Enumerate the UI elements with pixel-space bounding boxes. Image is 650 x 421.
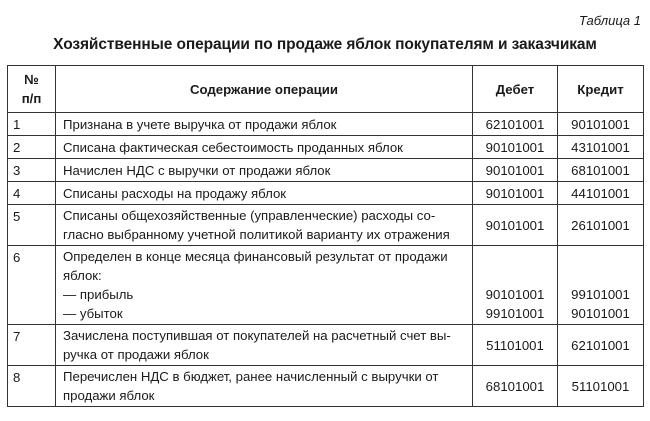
operation-description: Перечислен НДС в бюджет, ранее начисленный с выручки от продажи яблок [56, 366, 473, 407]
row-number: 4 [8, 182, 56, 205]
operation-description: Списаны расходы на продажу яблок [56, 182, 473, 205]
credit-account: 90101001 [558, 113, 644, 136]
table-row [8, 205, 644, 246]
credit-account: 51101001 [558, 366, 644, 407]
credit-account: 43101001 [558, 136, 644, 159]
debit-account: 51101001 [473, 325, 558, 366]
debit-account: 62101001 [473, 113, 558, 136]
operation-description: Списаны общехозяйственные (управленческие) расходы со- гласно выбранному учетной политикой варианту их отражения [56, 205, 473, 246]
row-number: 8 [8, 366, 56, 407]
table-row [8, 136, 644, 159]
credit-account: 99101001 90101001 [558, 246, 644, 325]
debit-account: 90101001 [473, 136, 558, 159]
row-number: 7 [8, 325, 56, 366]
table-header-row [8, 66, 644, 113]
table-row [8, 113, 644, 136]
operation-description: Признана в учете выручка от продажи яблок [56, 113, 473, 136]
operation-description: Начислен НДС с выручки от продажи яблок [56, 159, 473, 182]
credit-account: 44101001 [558, 182, 644, 205]
table-row [8, 159, 644, 182]
row-number: 2 [8, 136, 56, 159]
table-caption: Таблица 1 [578, 13, 641, 28]
table-row [8, 366, 644, 407]
operation-description: Списана фактическая себестоимость проданных яблок [56, 136, 473, 159]
table-row [8, 182, 644, 205]
operations-table [7, 65, 644, 407]
table-row [8, 246, 644, 325]
header-num: № п/п [8, 66, 56, 113]
row-number: 1 [8, 113, 56, 136]
debit-account: 90101001 99101001 [473, 246, 558, 325]
row-number: 6 [8, 246, 56, 325]
row-number: 5 [8, 205, 56, 246]
header-description: Содержание операции [56, 66, 473, 113]
table-row [8, 325, 644, 366]
credit-account: 68101001 [558, 159, 644, 182]
operation-description: Определен в конце месяца финансовый результат от продажи яблок: — прибыль — убыток [56, 246, 473, 325]
debit-account: 90101001 [473, 159, 558, 182]
credit-account: 26101001 [558, 205, 644, 246]
credit-account: 62101001 [558, 325, 644, 366]
debit-account: 68101001 [473, 366, 558, 407]
row-number: 3 [8, 159, 56, 182]
header-credit: Кредит [558, 66, 644, 113]
header-debit: Дебет [473, 66, 558, 113]
operation-description: Зачислена поступившая от покупателей на расчетный счет вы- ручка от продажи яблок [56, 325, 473, 366]
page-title: Хозяйственные операции по продаже яблок покупателям и заказчикам [53, 36, 597, 53]
debit-account: 90101001 [473, 205, 558, 246]
debit-account: 90101001 [473, 182, 558, 205]
